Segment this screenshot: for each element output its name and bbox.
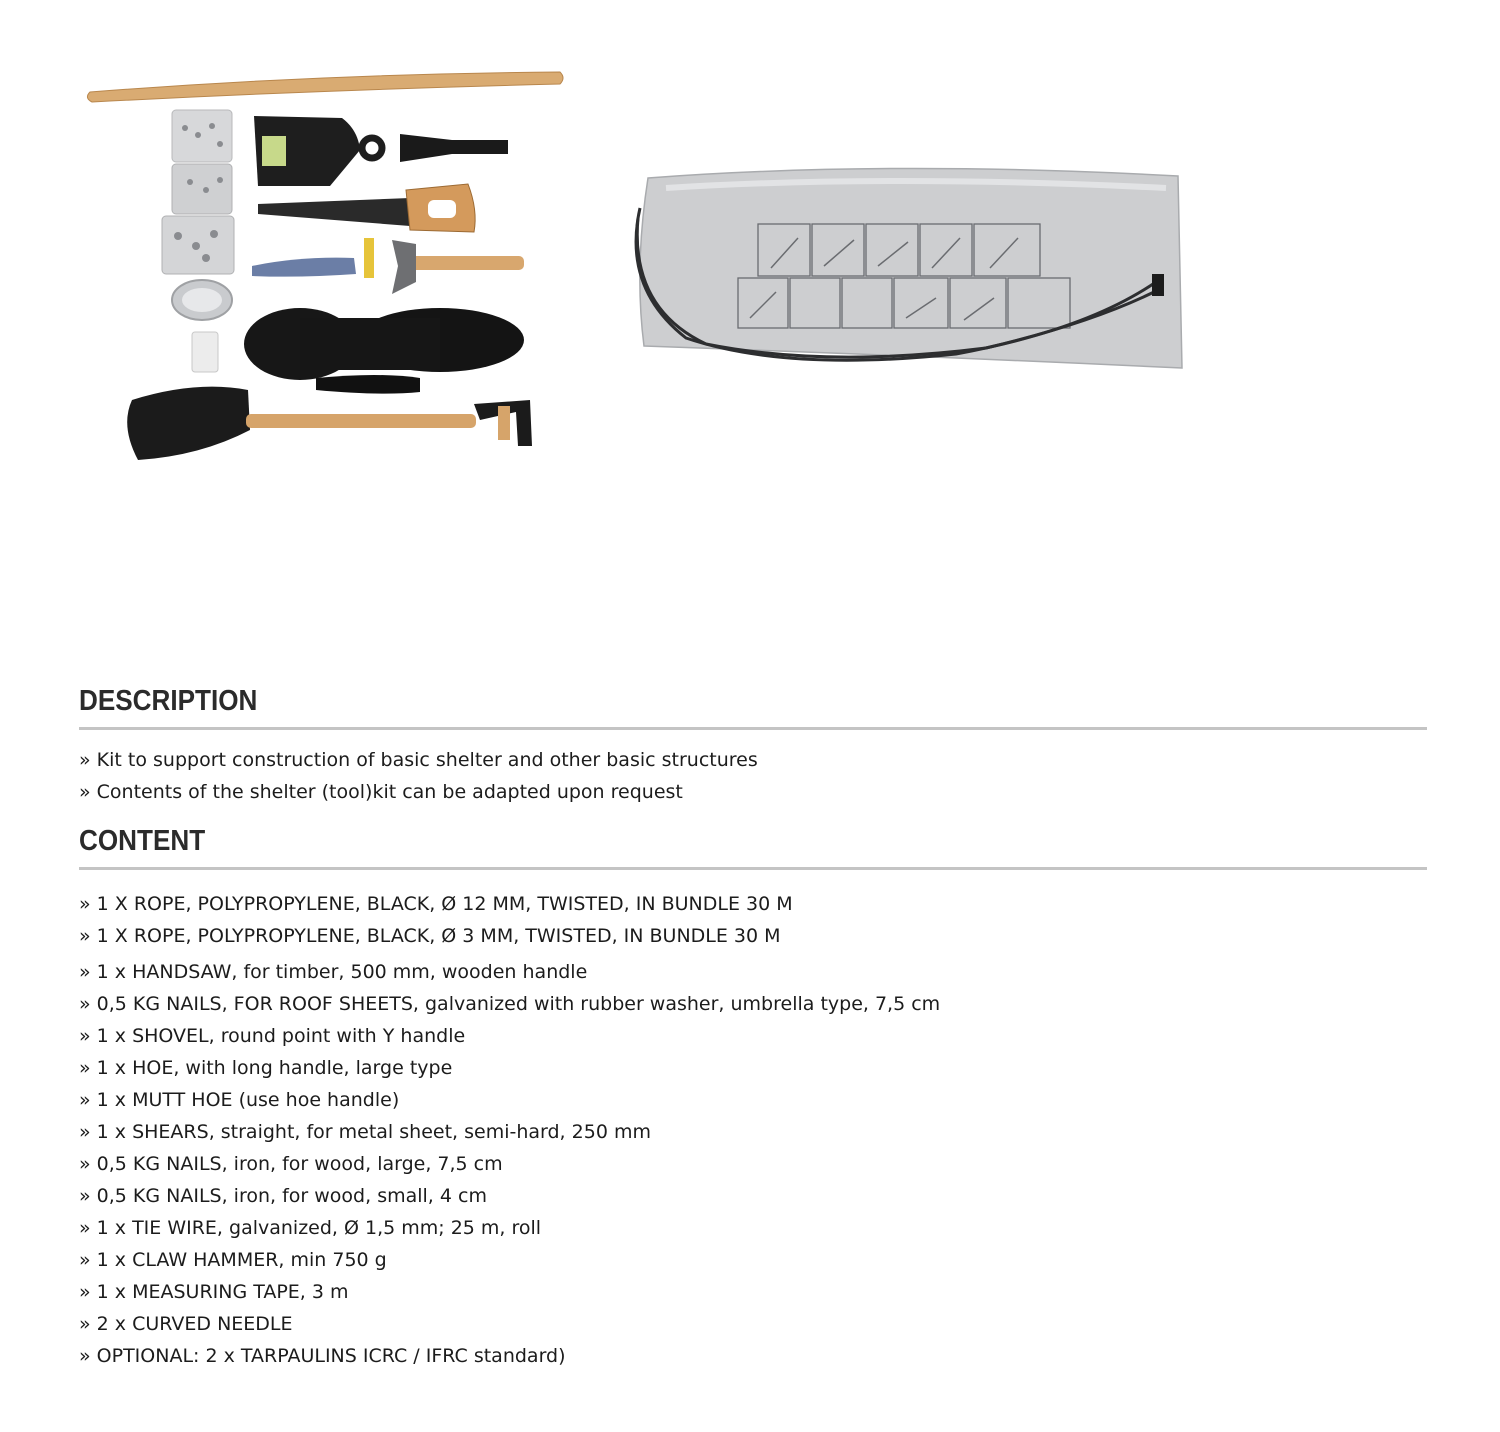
product-photos [0, 0, 1500, 520]
list-item: » Kit to support construction of basic shelter and other basic structures [79, 749, 758, 771]
list-item: » Contents of the shelter (tool)kit can be adapted upon request [79, 781, 683, 803]
description-divider [79, 727, 1427, 730]
rope-bundle-icon [244, 308, 524, 394]
list-item: » 2 x CURVED NEEDLE [79, 1313, 293, 1335]
measuring-tape-icon [172, 280, 232, 372]
list-item: » 1 x CLAW HAMMER, min 750 g [79, 1249, 387, 1271]
claw-hammer-icon [392, 240, 524, 294]
content-divider [79, 867, 1427, 870]
nail-bags-icon [162, 110, 234, 274]
list-item: » 1 X ROPE, POLYPROPYLENE, BLACK, Ø 3 MM, TWISTED, IN BUNDLE 30 M [79, 925, 781, 947]
mutt-hoe-icon [400, 134, 508, 162]
shovel-icon [127, 387, 532, 460]
content-section [79, 824, 1427, 1372]
description-section [79, 684, 1427, 808]
list-item: » 1 x HOE, with long handle, large type [79, 1057, 453, 1079]
description-title: DESCRIPTION [79, 685, 258, 717]
hoe-head-icon [254, 116, 382, 186]
tie-wire-icon [252, 238, 374, 278]
list-item: » 1 x TIE WIRE, galvanized, Ø 1,5 mm; 25 m, roll [79, 1217, 542, 1239]
list-item: » 1 x HANDSAW, for timber, 500 mm, wooden handle [79, 961, 588, 983]
handsaw-icon [258, 184, 475, 232]
list-item: » 1 X ROPE, POLYPROPYLENE, BLACK, Ø 12 MM, TWISTED, IN BUNDLE 30 M [79, 893, 793, 915]
shelter-bag-icon [640, 168, 1182, 368]
bag-photo [626, 158, 1192, 384]
list-item: » 0,5 KG NAILS, iron, for wood, small, 4 cm [79, 1185, 487, 1207]
content-title: CONTENT [79, 825, 206, 857]
toolkit-photo [80, 60, 580, 480]
list-item: » 1 x MUTT HOE (use hoe handle) [79, 1089, 400, 1111]
list-item: » 0,5 KG NAILS, iron, for wood, large, 7,5 cm [79, 1153, 503, 1175]
content-list [79, 888, 1427, 1372]
list-item: » OPTIONAL: 2 x TARPAULINS ICRC / IFRC standard) [79, 1345, 566, 1367]
list-item: » 1 x SHEARS, straight, for metal sheet, semi-hard, 250 mm [79, 1121, 651, 1143]
list-item: » 1 x MEASURING TAPE, 3 m [79, 1281, 349, 1303]
list-item: » 0,5 KG NAILS, FOR ROOF SHEETS, galvanized with rubber washer, umbrella type, 7,5 cm [79, 993, 941, 1015]
list-item: » 1 x SHOVEL, round point with Y handle [79, 1025, 466, 1047]
description-list [79, 744, 1427, 808]
hoe-handle-icon [87, 72, 563, 102]
